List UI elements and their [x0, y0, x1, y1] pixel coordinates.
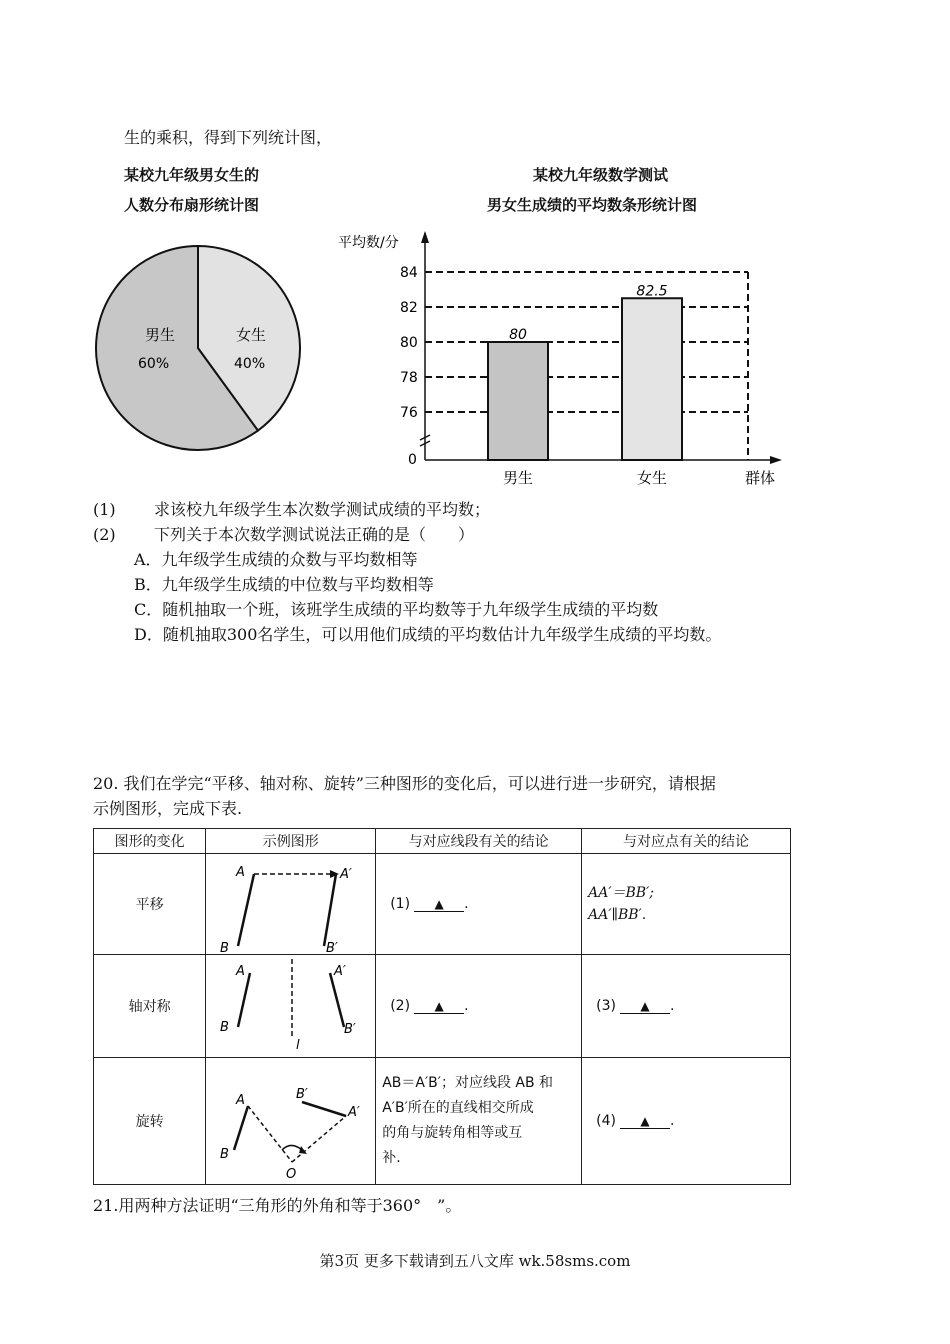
- svg-text:B: B: [220, 1020, 230, 1035]
- bar-1: [622, 298, 682, 460]
- y-tick-label: 82: [400, 300, 418, 316]
- table-row: [94, 955, 791, 1058]
- svg-text:O: O: [286, 1167, 297, 1182]
- table-row: [94, 1058, 791, 1185]
- y-tick-label: 80: [400, 335, 418, 351]
- answer-cell-4[interactable]: (4) ▲ .: [582, 1058, 791, 1185]
- answer-blank-1[interactable]: ▲: [414, 897, 464, 912]
- table-header: 示例图形: [206, 829, 376, 854]
- x-axis-arrow: [770, 456, 782, 464]
- y-axis-arrow: [421, 231, 429, 243]
- answer-cell-2[interactable]: (2) ▲ .: [376, 955, 582, 1058]
- pie-label-male: 男生: [145, 326, 176, 344]
- answer-blank-2[interactable]: ▲: [414, 999, 464, 1014]
- page-footer: 第3页 更多下载请到五八文库 wk.58sms.com: [319, 1252, 631, 1270]
- pie-chart: [90, 240, 310, 460]
- table-header: 与对应点有关的结论: [582, 829, 791, 854]
- q2-number: (2): [93, 525, 116, 544]
- pie-title-line2: 人数分布扇形统计图: [124, 196, 260, 214]
- figure-symmetry: [206, 955, 376, 1058]
- q1-text: 求该校九年级学生本次数学测试成绩的平均数；: [154, 500, 491, 519]
- bar-value-label: 82.5: [636, 283, 668, 300]
- svg-text:l: l: [296, 1038, 300, 1053]
- x-tick-label: 女生: [636, 469, 668, 487]
- svg-text:B: B: [220, 941, 230, 954]
- svg-text:A: A: [236, 964, 246, 979]
- transform-table: [93, 828, 791, 1185]
- table-header: 图形的变化: [94, 829, 206, 854]
- pie-title-line1: 某校九年级男女生的: [124, 166, 260, 184]
- answer-cell-1[interactable]: (1) ▲ .: [376, 854, 582, 955]
- svg-text:A: A: [236, 1093, 246, 1108]
- row-name-translation: 平移: [94, 854, 206, 955]
- svg-text:A: A: [236, 865, 246, 880]
- bar-title-line1: 某校九年级数学测试: [533, 166, 669, 184]
- x-tick-label: 男生: [502, 469, 534, 487]
- y-axis-label: 平均数/分: [338, 235, 399, 251]
- intro-text: 生的乘积，得到下列统计图，: [124, 128, 333, 147]
- bar-value-label: 80: [509, 327, 527, 343]
- row-name-symmetry: 轴对称: [94, 955, 206, 1058]
- table-header-row: [94, 829, 791, 854]
- pie-percent-male: 60%: [138, 356, 170, 372]
- rotation-figure: [206, 1058, 375, 1184]
- answer-blank-3[interactable]: ▲: [620, 999, 670, 1014]
- figure-translation: [206, 854, 376, 955]
- option-a: A．九年级学生成绩的众数与平均数相等: [134, 550, 418, 569]
- q20-line1: 20. 我们在学完“平移、轴对称、旋转”三种图形的变化后，可以进行进一步研究，请根据: [93, 774, 716, 793]
- svg-text:A′: A′: [348, 1105, 361, 1120]
- svg-text:A′: A′: [334, 964, 347, 979]
- option-c: C．随机抽取一个班，该班学生成绩的平均数等于九年级学生成绩的平均数: [134, 600, 659, 619]
- option-d: D．随机抽取300名学生，可以用他们成绩的平均数估计九年级学生成绩的平均数。: [134, 625, 722, 644]
- svg-text:B′: B′: [344, 1022, 357, 1037]
- y-tick-label: 84: [400, 265, 418, 281]
- figure-rotation: [206, 1058, 376, 1185]
- symmetry-figure: [206, 955, 375, 1057]
- row-name-rotation: 旋转: [94, 1058, 206, 1185]
- translation-point-conclusion: AA′＝BB′; AA′∥BB′.: [582, 854, 791, 955]
- q21-text: 21.用两种方法证明“三角形的外角和等于360° ”。: [93, 1196, 462, 1215]
- q1-number: (1): [93, 500, 116, 519]
- svg-text:B: B: [220, 1147, 230, 1162]
- svg-text:B′: B′: [296, 1087, 309, 1102]
- x-axis-label: 群体: [745, 469, 776, 487]
- svg-text:B′: B′: [326, 941, 339, 954]
- answer-blank-4[interactable]: ▲: [620, 1114, 670, 1129]
- y-tick-label: 78: [400, 370, 418, 386]
- rotation-segment-conclusion: AB＝A′B′；对应线段 AB 和 A′B′所在的直线相交所成 的角与旋转角相等或互 补.: [376, 1058, 582, 1185]
- pie-label-female: 女生: [236, 326, 267, 344]
- bar-0: [488, 342, 548, 460]
- option-b: B．九年级学生成绩的中位数与平均数相等: [134, 575, 434, 594]
- q20-line2: 示例图形，完成下表.: [93, 799, 243, 818]
- y-tick-label: 76: [400, 405, 418, 421]
- pie-percent-female: 40%: [234, 356, 266, 372]
- svg-text:A′: A′: [340, 867, 353, 882]
- q2-text: 下列关于本次数学测试说法正确的是（ ）: [154, 525, 475, 544]
- bar-title-line2: 男女生成绩的平均数条形统计图: [487, 196, 698, 214]
- bar-chart: [330, 225, 790, 495]
- y-tick-label: 0: [408, 452, 417, 468]
- table-row: [94, 854, 791, 955]
- translation-figure: [206, 854, 375, 954]
- answer-cell-3[interactable]: (3) ▲ .: [582, 955, 791, 1058]
- table-header: 与对应线段有关的结论: [376, 829, 582, 854]
